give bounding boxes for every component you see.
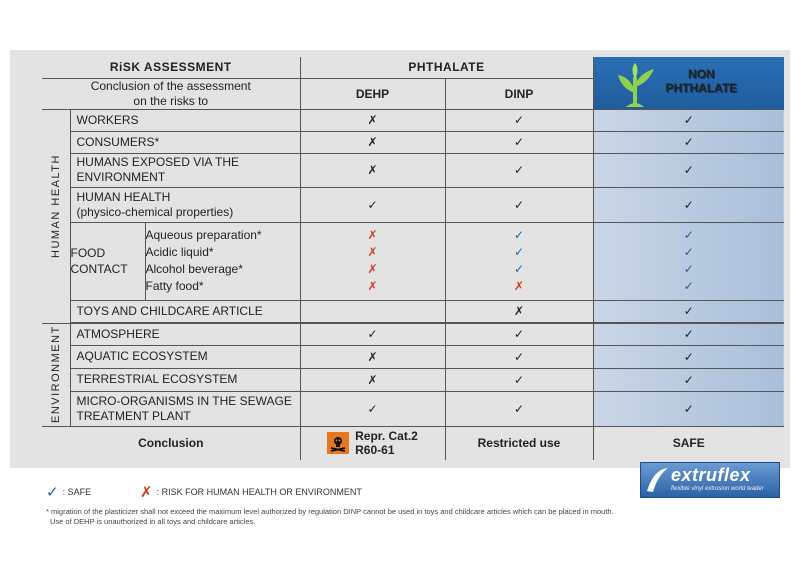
phthalate-group-header: PHTHALATE <box>300 57 593 78</box>
label-line1: HUMANS EXPOSED VIA THE <box>76 155 239 169</box>
conclusion-label: Conclusion <box>42 426 300 460</box>
legend-risk <box>140 483 362 501</box>
food-contact-label <box>70 222 145 300</box>
dinp-mark: ✓ <box>445 109 593 131</box>
non-phthalate-mark: ✓ <box>593 187 784 222</box>
non-phthalate-mark: ✓ <box>593 391 784 426</box>
footnote-line2: Use of DEHP is unauthorized in all toys and childcare articles. <box>50 517 256 526</box>
food-item-label: Fatty food* <box>145 279 204 293</box>
food-item-label: Alcohol beverage* <box>145 262 243 276</box>
dehp-mark: ✗ <box>300 109 445 131</box>
row-label-micro-organisms <box>70 391 300 426</box>
row-label-human-health <box>70 187 300 222</box>
logo-tagline: flexible vinyl extrusion world leader <box>671 486 764 492</box>
check-icon: ✓ <box>46 484 59 501</box>
dinp-mark: ✓ <box>445 391 593 426</box>
dehp-mark: ✗ <box>300 131 445 153</box>
dehp-mark: ✓ <box>300 187 445 222</box>
row-label-workers: WORKERS <box>70 109 300 131</box>
dinp-mark: ✗ <box>445 300 593 322</box>
dehp-mark: ✗ <box>300 153 445 187</box>
cross-icon: ✗ <box>140 484 153 501</box>
non-phthalate-mark: ✓ <box>593 368 784 391</box>
footnote <box>46 507 746 527</box>
non-phthalate-mark: ✓ <box>683 279 694 293</box>
r-phrase-label: R60-61 <box>355 443 395 458</box>
logo-name: extruflex <box>671 465 751 485</box>
dinp-mark: ✓ <box>513 245 525 259</box>
repr-cat-label: Repr. Cat.2 <box>355 429 418 444</box>
non-phthalate-label-line1: NON <box>688 67 715 81</box>
food-contact-items <box>145 222 300 300</box>
dinp-mark: ✓ <box>445 131 593 153</box>
plant-icon <box>608 63 662 109</box>
subtitle-line1: Conclusion of the assessment <box>90 78 251 93</box>
risk-assessment-table <box>42 57 784 460</box>
dehp-mark: ✗ <box>367 279 378 293</box>
non-phthalate-mark: ✓ <box>593 345 784 368</box>
non-phthalate-mark: ✓ <box>593 323 784 345</box>
non-phthalate-conclusion: SAFE <box>593 426 784 460</box>
dinp-food-marks <box>445 222 593 300</box>
footnote-line1: * migration of the plasticizer shall not exceed the maximum level authorized by regulation DINP cannot be used in toys and childcare articles which can be placed in mouth. <box>46 507 614 516</box>
dehp-mark: ✗ <box>300 345 445 368</box>
row-label-atmosphere: ATMOSPHERE <box>70 323 300 345</box>
dehp-mark: ✗ <box>367 228 378 242</box>
dinp-mark: ✓ <box>445 345 593 368</box>
assessment-subtitle <box>42 78 300 109</box>
label-line1: MICRO-ORGANISMS IN THE SEWAGE <box>76 393 292 408</box>
subtitle-line2: on the risks to <box>133 93 209 108</box>
dehp-mark <box>300 300 445 322</box>
non-phthalate-mark: ✓ <box>683 245 694 259</box>
non-phthalate-mark: ✓ <box>593 300 784 322</box>
human-health-vertical-label: HUMAN HEALTH <box>50 154 62 258</box>
dehp-mark: ✗ <box>300 368 445 391</box>
dinp-column-header: DINP <box>445 78 593 109</box>
row-label-terrestrial: TERRESTRIAL ECOSYSTEM <box>70 368 300 391</box>
legend-safe-text: : SAFE <box>62 487 92 497</box>
legend-safe <box>46 483 91 501</box>
extruflex-logo <box>640 462 780 498</box>
dinp-mark: ✗ <box>513 279 525 293</box>
dinp-mark: ✓ <box>513 262 525 276</box>
toxic-hazard-icon <box>327 432 349 454</box>
dinp-mark: ✓ <box>445 187 593 222</box>
risk-assessment-title: RiSK ASSESSMENT <box>42 57 300 78</box>
dehp-mark: ✓ <box>300 391 445 426</box>
dehp-mark: ✗ <box>367 245 378 259</box>
label-line2: (physico-chemical properties) <box>76 204 234 219</box>
dinp-mark: ✓ <box>445 323 593 345</box>
dehp-mark: ✗ <box>367 262 378 276</box>
dinp-conclusion: Restricted use <box>445 426 593 460</box>
non-phthalate-mark: ✓ <box>593 153 784 187</box>
food-item-label: Acidic liquid* <box>145 245 214 259</box>
dinp-mark: ✓ <box>445 368 593 391</box>
label-line1: FOOD <box>70 246 106 260</box>
non-phthalate-header <box>593 57 784 109</box>
row-label-aquatic: AQUATIC ECOSYSTEM <box>70 345 300 368</box>
logo-swoosh-icon <box>644 465 670 495</box>
legend-risk-text: : RISK FOR HUMAN HEALTH OR ENVIRONMENT <box>156 487 362 497</box>
non-phthalate-label-line2: PHTHALATE <box>665 81 738 95</box>
non-phthalate-mark: ✓ <box>683 228 694 242</box>
dinp-mark: ✓ <box>445 153 593 187</box>
non-phthalate-mark: ✓ <box>593 131 784 153</box>
non-phthalate-mark: ✓ <box>593 109 784 131</box>
non-phthalate-food-marks <box>593 222 784 300</box>
dinp-mark: ✓ <box>513 228 525 242</box>
label-line2: CONTACT <box>70 262 128 276</box>
label-line2: TREATMENT PLANT <box>76 408 191 423</box>
row-label-humans-environment <box>70 153 300 187</box>
non-phthalate-mark: ✓ <box>683 262 694 276</box>
food-item-label: Aqueous preparation* <box>145 228 262 242</box>
label-line2: ENVIRONMENT <box>76 170 166 184</box>
dehp-food-marks <box>300 222 445 300</box>
environment-vertical-label: ENVIRONMENT <box>50 325 62 423</box>
label-line1: HUMAN HEALTH <box>76 189 171 204</box>
dehp-conclusion <box>300 426 445 460</box>
dehp-mark: ✓ <box>300 323 445 345</box>
dehp-column-header: DEHP <box>300 78 445 109</box>
row-label-consumers: CONSUMERS* <box>70 131 300 153</box>
row-label-toys: TOYS AND CHILDCARE ARTICLE <box>70 300 300 322</box>
